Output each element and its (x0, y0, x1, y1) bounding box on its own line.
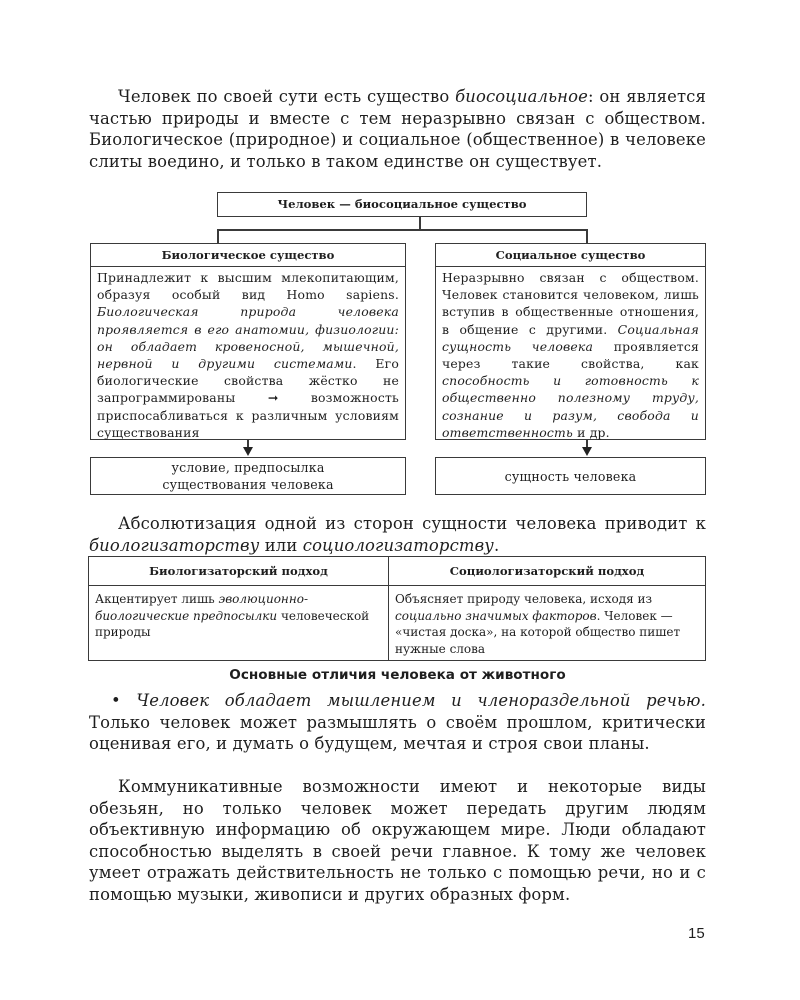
table-header-socio: Социологизаторский подход (389, 557, 706, 586)
diagram-root-label: Человек — биосоциальное существо (277, 197, 527, 211)
intro-text-rest: : он является частью природы и вместе с тем неразрывно связан с обществом. Биологическое (природное) и социальное (общественное) в человеке слиты воедино, и только в таком единстве он существует. (89, 87, 706, 171)
connector-horizontal (217, 229, 587, 231)
table-cell-bio: Акцентирует лишь эволюционно-биологические предпосылки человеческой природы (89, 586, 389, 661)
table-cell-socio: Объясняет природу человека, исходя из социально значимых факторов. Человек — «чистая доска», на которой общество пишет нужные слова (389, 586, 706, 661)
absolutization-paragraph: Абсолютизация одной из сторон сущности человека приводит к биологизаторству или социологизаторству. (89, 514, 706, 555)
social-box-body: Неразрывно связан с обществом. Человек становится человеком, лишь вступив в общественные отношения, в общение с другими. Социальная сущность человека проявляется через такие свойства, как способность и готовность к общественно полезному труду, сознание и разум, свобода и ответственность и др. (442, 270, 699, 440)
biological-box-body: Принадлежит к высшим млекопитающим, образуя особый вид Homo sapiens. Биологическая природа человека проявляется в его анатомии, физиологии: он обладает кровеносной, мышечной, нервной и другими системами. Его биологические свойства жёстко не запрограммированы ➞ возможность приспосабливаться к различным условиям существования (97, 270, 399, 440)
intro-italic-term: биосоциальное (455, 87, 588, 106)
diagram-root-box (217, 192, 587, 217)
arrow-down-icon (582, 447, 592, 456)
biological-box-title: Биологическое существо (91, 244, 405, 267)
connector-right-down (586, 229, 588, 243)
communication-paragraph: Коммуникативные возможности имеют и некоторые виды обезьян, но только человек может передать другим людям объективную информацию об окружающем мире. Люди обладают способностью выделять в своей речи главное. К тому же человек умеет отражать действительность не только с помощью речи, но и с помощью музыки, живописи и других образных форм. (89, 777, 706, 904)
intro-paragraph (89, 86, 706, 172)
social-box-title: Социальное существо (436, 244, 705, 267)
biological-result-label: условие, предпосылка существования человека (162, 460, 334, 492)
section-heading: Основные отличия человека от животного (229, 667, 566, 683)
bullet-italic-statement: Человек обладает мышлением и членораздельной речью. (136, 691, 706, 710)
bullet-paragraph: • Человек обладает мышлением и членораздельной речью. Только человек может размышлять о своём прошлом, критически оценивая его, и думать о будущем, мечтая и строя свои планы. (89, 691, 706, 753)
bullet-icon: • (111, 691, 121, 710)
approaches-table (88, 556, 706, 661)
intro-text: Человек по своей сути есть существо (118, 87, 456, 106)
table-header-bio: Биологизаторский подход (89, 557, 389, 586)
table-row (89, 586, 706, 661)
table-header-row (89, 557, 706, 586)
social-box (435, 243, 706, 440)
social-result-label: сущность человека (504, 468, 637, 484)
arrow-down-icon (243, 447, 253, 456)
arrow-right-icon: ➞ (267, 390, 279, 406)
connector-left-down (217, 229, 219, 243)
biological-result-box (90, 457, 406, 495)
biological-box (90, 243, 406, 440)
page-number: 15 (688, 925, 705, 942)
social-result-box (435, 457, 706, 495)
